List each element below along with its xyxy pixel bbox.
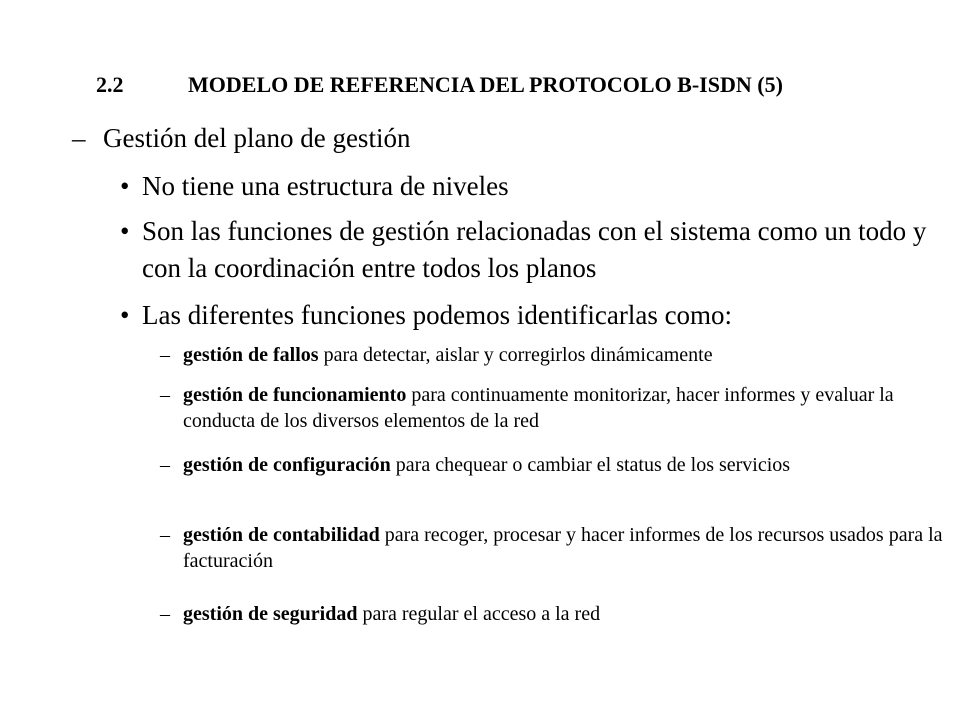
- subitem-dash: –: [160, 384, 170, 406]
- bullet-text: No tiene una estructura de niveles: [142, 171, 509, 201]
- subitem-desc: para detectar, aislar y corregirlos dinámicamente: [318, 344, 713, 366]
- bullet-text: Son las funciones de gestión relacionadas con el sistema como un todo y con la coordinación entre todos los planos: [142, 216, 927, 283]
- level1-dash: –: [72, 123, 86, 153]
- subitem: [160, 522, 950, 574]
- subitem: [160, 382, 950, 434]
- subitem-term: gestión de seguridad: [183, 603, 358, 625]
- subitem: [160, 342, 950, 368]
- bullet-text: Las diferentes funciones podemos identificarlas como:: [142, 300, 733, 330]
- title-text: MODELO DE REFERENCIA DEL PROTOCOLO B-ISDN (5): [188, 72, 783, 97]
- bullet-marker: •: [120, 216, 130, 246]
- subitem: [160, 452, 950, 478]
- subitem-dash: –: [160, 524, 170, 546]
- subitem-dash: –: [160, 454, 170, 476]
- subitem-desc: para recoger, procesar y hacer informes de los recursos usados para la facturación: [183, 524, 943, 572]
- slide-title: [96, 72, 783, 98]
- bullet-item: [120, 168, 940, 205]
- bullet-marker: •: [120, 300, 130, 330]
- subitem-term: gestión de fallos: [183, 344, 319, 366]
- bullet-marker: •: [120, 171, 130, 201]
- level1-item: [72, 121, 410, 155]
- level1-text: Gestión del plano de gestión: [103, 123, 411, 153]
- subitem: [160, 601, 950, 627]
- subitem-term: gestión de funcionamiento: [183, 384, 407, 406]
- title-number: 2.2: [96, 72, 124, 97]
- bullet-item: [120, 213, 940, 287]
- subitem-dash: –: [160, 603, 170, 625]
- subitem-term: gestión de configuración: [183, 454, 391, 476]
- bullet-item: [120, 297, 940, 334]
- subitem-term: gestión de contabilidad: [183, 524, 380, 546]
- subitem-dash: –: [160, 344, 170, 366]
- subitem-desc: para continuamente monitorizar, hacer informes y evaluar la conducta de los diversos elementos de la red: [183, 384, 894, 432]
- subitem-desc: para regular el acceso a la red: [357, 603, 601, 625]
- subitem-desc: para chequear o cambiar el status de los servicios: [390, 454, 791, 476]
